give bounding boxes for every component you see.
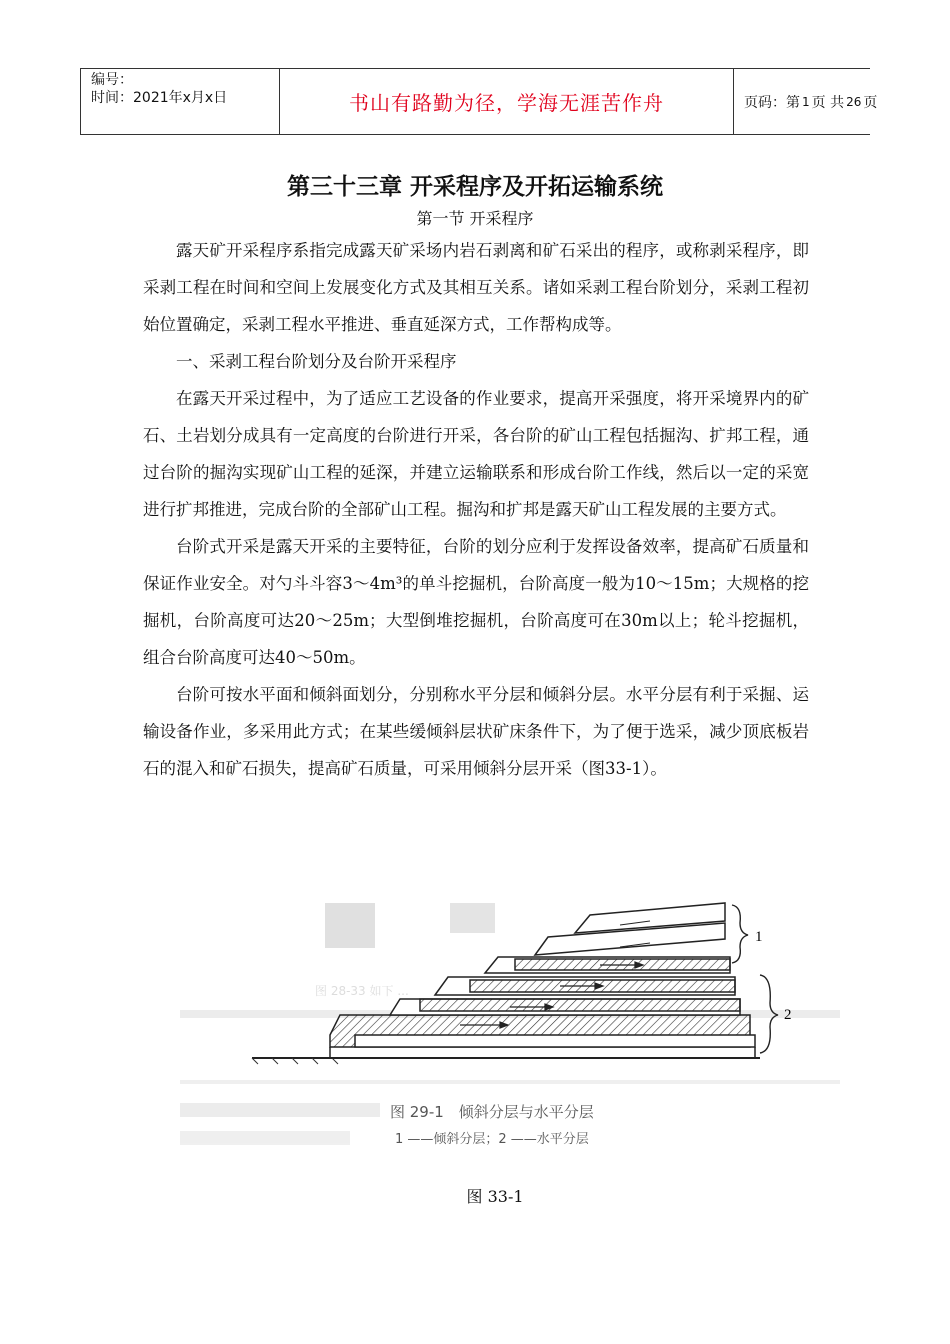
page-total: 26 xyxy=(846,94,862,109)
p4-text-a: 台阶可按水平面和倾斜面划分，分别称水平分层和倾斜分层。水平分层有利于采掘、运输设备作业，多采用此方式；在某些缓倾斜层状矿床条件下，为了便于选采，减少顶底板岩石的混入和矿石损失，提高矿石质量，可采用倾斜分层开采（图 xyxy=(143,685,809,778)
p3-value-height-3: 30m xyxy=(621,611,658,630)
figure-caption xyxy=(0,1184,950,1207)
page-current: 1 xyxy=(802,94,810,109)
number-label: 编号： xyxy=(91,72,133,88)
p3-text-e: ；大规格的挖掘机，台阶高度可达 xyxy=(143,574,810,630)
p3-value-height-2: 20～25m xyxy=(294,611,370,630)
caption-number: 33-1 xyxy=(487,1187,524,1206)
p3-value-bucket: 3～4m³ xyxy=(342,574,403,593)
page-prefix: 页码：第 xyxy=(744,94,800,111)
inner-legend: 1 ——倾斜分层；2 ——水平分层 xyxy=(395,1132,589,1147)
paragraph-4 xyxy=(143,676,809,787)
label-1: 1 xyxy=(755,929,763,945)
header-table xyxy=(80,68,878,135)
p3-text-c: 的单斗挖掘机，台阶高度一般为 xyxy=(402,574,636,593)
figure-33-1 xyxy=(180,895,840,1167)
p4-text-c: ）。 xyxy=(642,759,667,778)
p3-text-i: 以上；轮斗挖掘机，组合台阶高度可达 xyxy=(143,611,810,667)
ghost-caption: 图 28-33 如下 ... xyxy=(315,984,409,998)
p3-text-k: 。 xyxy=(349,648,366,667)
page-suffix: 页 xyxy=(863,94,878,111)
inclined-layers xyxy=(535,903,725,955)
ghost-side-text xyxy=(180,1103,380,1145)
p4-figure-ref: 33-1 xyxy=(605,759,643,778)
section-title: 第一节 开采程序 xyxy=(416,209,534,228)
paragraph-3 xyxy=(143,528,809,676)
inner-caption: 图 29-1 倾斜分层与水平分层 xyxy=(390,1103,594,1121)
chapter-title: 第三十三章 开采程序及开拓运输系统 xyxy=(286,174,663,200)
label-2: 2 xyxy=(784,1007,792,1023)
paragraph-2: 在露天开采过程中，为了适应工艺设备的作业要求，提高开采强度，将开采境界内的矿石、土岩划分成具有一定高度的台阶进行开采，各台阶的矿山工程包括掘沟、扩邦工程，通过台阶的掘沟实现矿山工程的延深，并建立运输联系和形成台阶工作线，然后以一定的采宽进行扩邦推进，完成台阶的全部矿山工程。掘沟和扩邦是露天矿山工程发展的主要方式。 xyxy=(143,389,809,519)
page-indicator xyxy=(734,69,878,134)
p3-text-a: 台阶式开采是露天开采的主要特征，台阶的划分应利于发挥设备效率，提高矿石质量和保证作业安全。对勺斗斗容 xyxy=(143,537,809,593)
subheading-1: 一、采剥工程台阶划分及台阶开采程序 xyxy=(176,352,457,371)
header-left-cell xyxy=(80,69,280,134)
body-text xyxy=(143,232,809,787)
motto: 书山有路勤为径，学海无涯苦作舟 xyxy=(280,69,734,134)
p3-value-height-4: 40～50m xyxy=(275,648,350,667)
caption-prefix: 图 xyxy=(466,1187,483,1206)
time-label: 时间：2021年x月x日 xyxy=(91,90,228,106)
p3-value-height-1: 10～15m xyxy=(635,574,710,593)
p3-text-g: ；大型倒堆挖掘机，台阶高度可在 xyxy=(369,611,622,630)
page-mid: 页 共 xyxy=(811,94,845,111)
paragraph-1: 露天矿开采程序系指完成露天矿采场内岩石剥离和矿石采出的程序，或称剥采程序，即采剥工程在时间和空间上发展变化方式及其相互关系。诸如采剥工程台阶划分，采剥工程初始位置确定，采剥工程水平推进、垂直延深方式，工作帮构成等。 xyxy=(143,241,809,334)
